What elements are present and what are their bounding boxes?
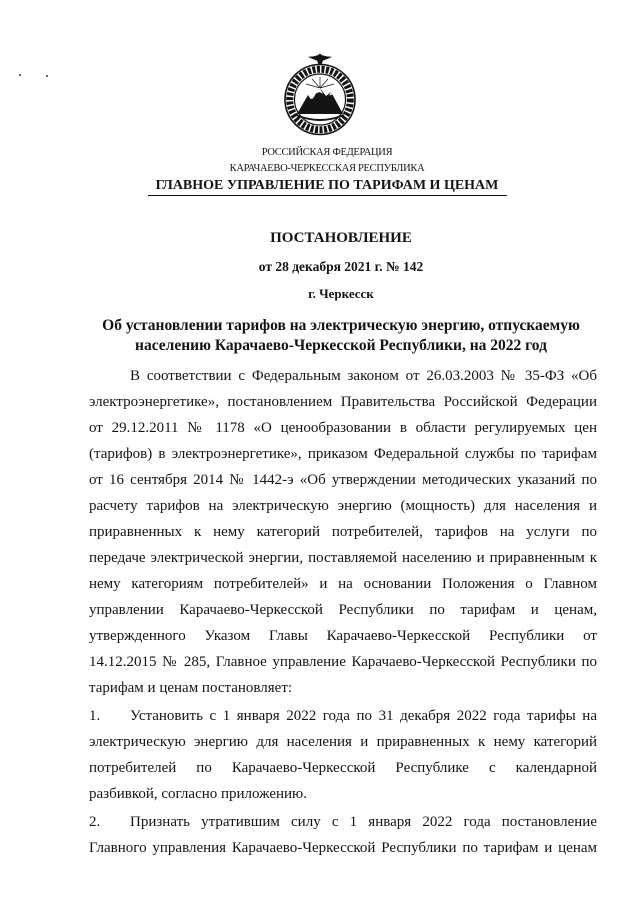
header-country: РОССИЙСКАЯ ФЕДЕРАЦИЯ <box>261 147 393 158</box>
numbered-item <box>89 703 597 807</box>
text-line: тарифам и ценам постановляет: <box>89 680 293 696</box>
document-place: г. Черкесск <box>308 286 374 301</box>
text-line: нему категориям потребителей» и на основании Положения о Главном <box>89 576 597 592</box>
text-line: разбивкой, согласно приложению. <box>89 786 308 802</box>
text-line: В соответствии с Федеральным законом от 26.03.2003 № 35-ФЗ «Об <box>130 368 597 384</box>
document-title-line: Об установлении тарифов на электрическую энергию, отпускаемую <box>102 317 580 334</box>
text-line: управлении Карачаево-Черкесской Республики по тарифам и ценам, <box>89 602 597 618</box>
scan-dot <box>46 75 48 77</box>
document-title <box>87 316 595 356</box>
document-title-line: населению Карачаево-Черкесской Республики, на 2022 год <box>135 337 547 354</box>
header-agency: ГЛАВНОЕ УПРАВЛЕНИЕ ПО ТАРИФАМ И ЦЕНАМ <box>155 178 499 193</box>
text-line: Признать утратившим силу с 1 января 2022 года постановление <box>130 814 597 830</box>
emblem-bird <box>308 54 332 65</box>
text-line: (тарифов) в электроэнергетике», приказом Федеральной службы по тарифам <box>89 446 597 462</box>
document-date-number: от 28 декабря 2021 г. № 142 <box>258 259 424 274</box>
text-line: 14.12.2015 № 285, Главное управление Карачаево-Черкесской Республики по <box>89 654 597 670</box>
header-underline <box>148 195 507 196</box>
text-line: Главного управления Карачаево-Черкесской Республики по тарифам и ценам <box>89 840 597 856</box>
preamble-paragraph <box>89 363 597 701</box>
coat-of-arms-icon <box>281 52 359 136</box>
text-line: электроэнергетике», постановлением Правительства Российской Федерации <box>89 394 597 410</box>
item-number: 2. <box>89 814 101 830</box>
text-line: расчету тарифов на электрическую энергию (мощность) для населения и <box>89 498 597 514</box>
text-line: от 16 сентября 2014 № 1442-э «Об утверждении методических указаний по <box>89 472 597 488</box>
text-line: утвержденного Указом Главы Карачаево-Черкесской Республики от <box>89 628 597 644</box>
text-line: потребителей по Карачаево-Черкесской Республике с календарной <box>89 760 597 776</box>
document-type: ПОСТАНОВЛЕНИЕ <box>270 230 412 246</box>
text-line: Установить с 1 января 2022 года по 31 декабря 2022 года тарифы на <box>130 708 597 724</box>
scan-dot <box>19 74 21 76</box>
text-line: приравненных к нему категорий потребителей, тарифов на услуги по <box>89 524 597 540</box>
item-number: 1. <box>89 708 101 724</box>
text-line: электрическую энергию для населения и приравненных к нему категорий <box>89 734 597 750</box>
text-line: от 29.12.2011 № 1178 «О ценообразовании в области регулируемых цен <box>89 420 597 436</box>
text-line: передаче электрической энергии, поставляемой населению и приравненным к <box>89 550 597 566</box>
header-republic: КАРАЧАЕВО-ЧЕРКЕССКАЯ РЕСПУБЛИКА <box>229 163 425 174</box>
numbered-item <box>89 809 597 861</box>
